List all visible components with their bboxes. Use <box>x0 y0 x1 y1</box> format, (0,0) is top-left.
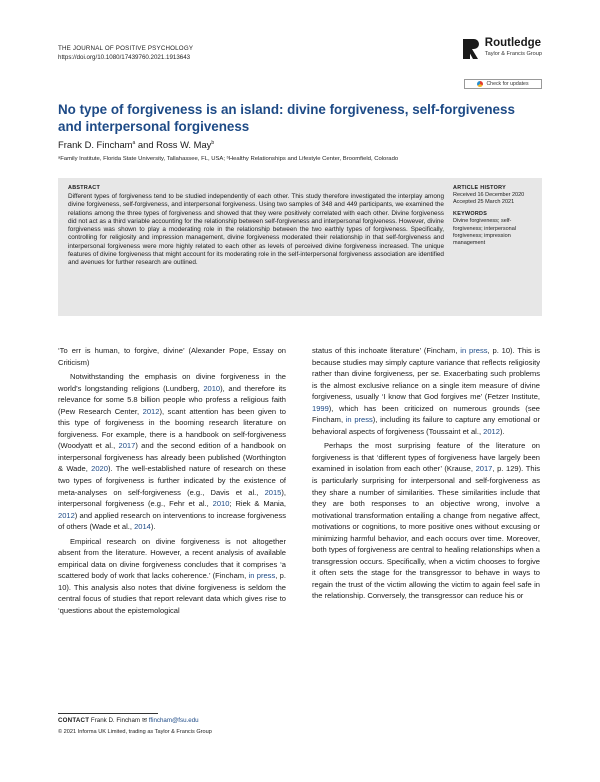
citation-link[interactable]: in press <box>248 571 276 581</box>
body-paragraph: status of this inchoate literature’ (Fincham, in press, p. 10). This is because studies may simply capture variance that reflects religiosity rather than divine forgiveness, per se. Exacerbating such problems is the almost exclusive reliance on a single item measure of divine forgiveness, usually ‘I know that God forgives me’ (Fetzer Institute, 1999), which has been criticized on numerous grounds (see Fincham, in press), including its failure to capture any emotional or behavioral aspects of forgiveness (Toussaint et al., 2012). <box>312 346 541 436</box>
footer-divider <box>58 713 158 714</box>
citation-link[interactable]: in press <box>345 415 373 425</box>
abstract-text: Different types of forgiveness tend to be studied independently of each other. This study therefore investigated the interplay among divine forgiveness, self-forgiveness, and interpersonal forgiveness. Using two samples of 348 and 449 participants, we examined the relations among the three types of forgiveness and showed that they were positively correlated with each other. Divine forgiveness did not act as a third variable accounting for the relationship between self-forgiveness and interpersonal forgiveness. However, divine forgiveness was shown to play a moderating role in the relationship between the two earthly types of forgiveness. Specifically, controlling for religiosity and impression management, divine forgiveness moderated their relationship in that self-forgiveness and interpersonal forgiveness were more highly related to each other as levels of perceived divine forgiveness increased. The unique features of divine forgiveness that might account for its moderating role in the self-interpersonal forgiveness association are identified and avenues for further research are outlined. <box>68 193 444 266</box>
citation-link[interactable]: 2012 <box>483 426 500 436</box>
affiliation-marker: b <box>211 139 215 146</box>
journal-name: THE JOURNAL OF POSITIVE PSYCHOLOGY <box>58 45 194 52</box>
affiliations: ᵃFamily Institute, Florida State University, Tallahassee, FL, USA; ᵇHealthy Relationships and Lifestyle Center, Broomfield, Colorado <box>58 156 399 162</box>
keywords-text: Divine forgiveness; self-forgiveness; interpersonal forgiveness; impression management <box>453 218 516 247</box>
email-icon: ✉ <box>141 717 148 724</box>
citation-link[interactable]: 1999 <box>312 403 329 413</box>
article-title: No type of forgiveness is an island: divine forgiveness, self-forgiveness and interpersonal forgiveness <box>58 102 515 134</box>
author-name[interactable]: Frank D. Fincham <box>58 139 133 150</box>
contact-label: CONTACT <box>58 717 90 724</box>
article-history-heading: ARTICLE HISTORY <box>453 185 507 191</box>
contact-email-link[interactable]: ffincham@fsu.edu <box>148 717 199 724</box>
epigraph: ‘To err is human, to forgive, divine’ (Alexander Pope, Essay on Criticism) <box>58 346 286 367</box>
check-for-updates-button[interactable] <box>464 79 542 89</box>
accepted-date: Accepted 25 March 2021 <box>453 199 515 206</box>
body-paragraph: Empirical research on divine forgiveness is not altogether absent from the literature. However, a recent analysis of available empirical data on divine forgiveness concludes that it comprises ‘a scattered body of work that lacks coherence.’ (Fincham, in press, p. 10). This analysis also notes that divine forgiveness is seldom the central focus of studies that report relevant data which gives rise to ‘questions about the epistemological <box>58 536 286 616</box>
body-column-left <box>58 345 286 620</box>
contact-line <box>58 717 199 724</box>
contact-name: Frank D. Fincham <box>90 717 141 724</box>
abstract-heading: ABSTRACT <box>68 185 101 191</box>
citation-link[interactable]: 2017 <box>118 441 136 451</box>
crossmark-icon <box>477 81 483 87</box>
body-paragraph: Perhaps the most surprising feature of the literature on forgiveness is that ‘different types of forgiveness have largely been examined in isolation from each other’ (Krause, 2017, p. 129). This is particularly surprising for interpersonal and self-forgiveness as they share a number of similarities. These similarities include that they are both responses to an objective wrong, involve a motivational transformation entailing a change from negative affect, motivations or cognitions, to more positive ones without excusing or minimizing harmful behavior, and each occurs over time. Moreover, both types of forgiveness are central to healing relationships when a transgression occurs. Specifically, when a victim chooses to forgive it often sets the stage for the transgressor to behave in ways to regain the trust of the victim allowing the victim to again feel safe in the relationship. Conversely, the transgressor can reduce his or <box>312 441 540 601</box>
affiliation-marker: a <box>132 139 136 146</box>
body-column-right <box>312 345 540 605</box>
citation-link[interactable]: 2012 <box>58 510 75 520</box>
citation-link[interactable]: 2015 <box>264 487 282 497</box>
citation-link[interactable]: 2012 <box>142 406 160 416</box>
author-name[interactable]: Ross W. May <box>156 139 212 150</box>
copyright-notice: © 2021 Informa UK Limited, trading as Taylor & Francis Group <box>58 729 212 735</box>
received-date: Received 16 December 2020 <box>453 192 525 198</box>
doi-link[interactable]: https://doi.org/10.1080/17439760.2021.1913643 <box>58 54 191 61</box>
body-paragraph: Notwithstanding the emphasis on divine forgiveness in the world’s longstanding religions (Lundberg, 2010), and therefore its relevance for some 5.8 billion people who profess a religious faith (Pew Research Center, 2012), scant attention has been given to this type of forgiveness in the booming research literature on forgiveness. For example, there is a handbook on self-forgiveness (Woodyatt et al., 2017) and the second edition of a handbook on interpersonal forgiveness has already been published (Worthington & Wade, 2020). The well-established nature of research on these two types of forgiveness is further indicated by the existence of meta-analyses on self-forgiveness (e.g., Davis et al., 2015), interpersonal forgiveness (e.g., Fehr et al., 2010; Riek & Mania, 2012) and applied research on interventions to increase forgiveness of others (Wade et al., 2014). <box>58 372 287 532</box>
citation-link[interactable]: in press <box>460 346 488 355</box>
citation-link[interactable]: 2010 <box>203 383 221 393</box>
journal-header <box>58 37 542 76</box>
author-separator: and <box>135 139 157 150</box>
publisher-logo[interactable] <box>462 38 542 60</box>
citation-link[interactable]: 2020 <box>91 464 108 474</box>
article-info <box>453 185 537 247</box>
check-for-updates-label: Check for updates <box>486 81 529 87</box>
keywords-heading: KEYWORDS <box>453 211 488 218</box>
citation-link[interactable]: 2010 <box>212 499 230 509</box>
publisher-sub: Taylor & Francis Group <box>484 51 542 57</box>
routledge-logo-icon <box>462 38 480 60</box>
citation-link[interactable]: 2014 <box>134 522 151 532</box>
publisher-brand: Routledge <box>484 37 542 49</box>
citation-link[interactable]: 2017 <box>475 464 493 474</box>
author-list <box>58 139 214 150</box>
abstract-box <box>58 178 542 316</box>
